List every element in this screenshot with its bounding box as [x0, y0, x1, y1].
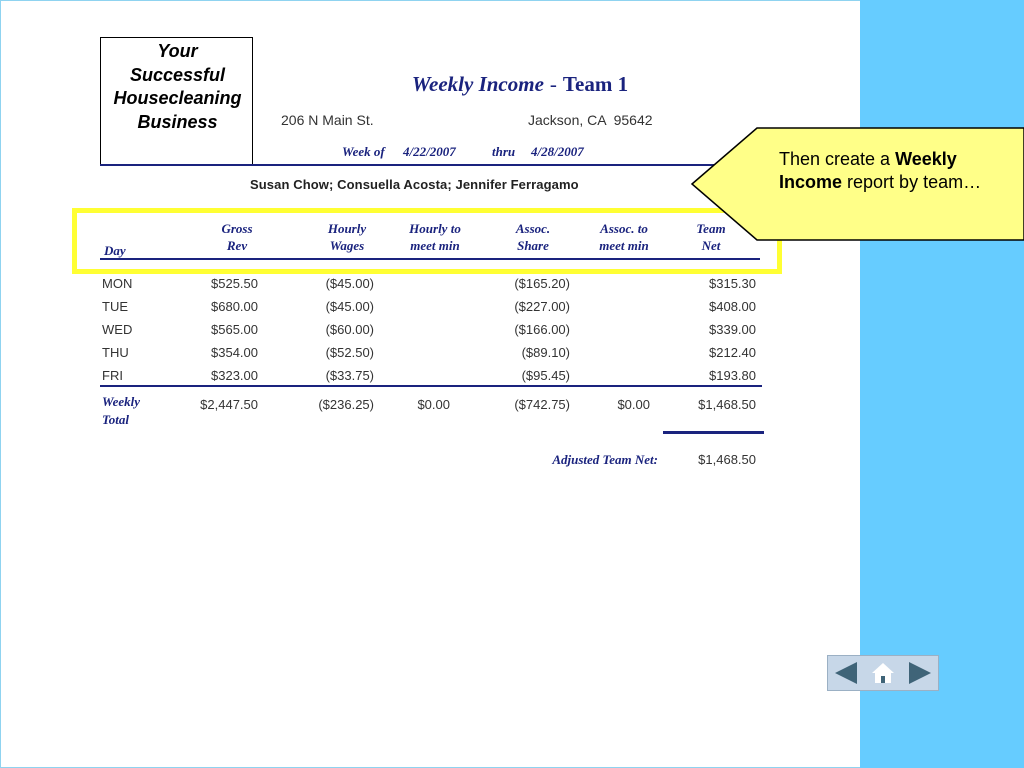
total-team-net: $1,468.50 [698, 397, 756, 412]
cell-assoc-share: ($166.00) [514, 322, 570, 337]
week-end-date: 4/28/2007 [531, 144, 584, 159]
cell-hourly-wages: ($33.75) [325, 368, 374, 383]
callout-text-before: Then create a [779, 149, 896, 169]
total-assoc-to-meet-min: $0.00 [617, 397, 650, 412]
report-team-number: 1 [617, 72, 629, 96]
cell-team-net: $339.00 [709, 322, 756, 337]
logo-line: Housecleaning [113, 88, 242, 108]
cell-day: FRI [102, 368, 123, 383]
totals-divider [100, 385, 762, 387]
header-divider [100, 164, 763, 166]
column-header-assoc-to-meet-min: Assoc. to meet min [599, 221, 649, 253]
cell-hourly-wages: ($60.00) [325, 322, 374, 337]
week-start-date: 4/22/2007 [403, 144, 456, 159]
weekly-total-label: Weekly Total [102, 394, 141, 427]
team-members: Susan Chow; Consuella Acosta; Jennifer Ferragamo [250, 177, 579, 192]
cell-hourly-wages: ($52.50) [325, 345, 374, 360]
total-gross-rev: $2,447.50 [200, 397, 258, 412]
cell-gross-rev: $680.00 [211, 299, 258, 314]
cell-gross-rev: $354.00 [211, 345, 258, 360]
team-net-divider [663, 431, 764, 434]
column-header-gross-rev: Gross Rev [221, 221, 253, 253]
column-header-hourly-wages: Hourly Wages [327, 221, 367, 253]
street-address: 206 N Main St. [281, 112, 374, 128]
logo-line: Your [157, 41, 198, 61]
adjusted-team-net-value: $1,468.50 [698, 452, 756, 467]
city-state-zip: Jackson, CA 95642 [528, 112, 653, 128]
cell-team-net: $315.30 [709, 276, 756, 291]
cell-day: MON [102, 276, 133, 291]
cell-gross-rev: $323.00 [211, 368, 258, 383]
cell-team-net: $408.00 [709, 299, 756, 314]
callout-text-after: report by team… [842, 172, 982, 192]
logo-text [101, 40, 254, 134]
cell-day: THU [102, 345, 129, 360]
cell-gross-rev: $565.00 [211, 322, 258, 337]
report-title-team: Team [562, 72, 613, 96]
column-header-day: Day [104, 243, 126, 258]
report-title-main: Weekly Income [411, 72, 544, 96]
column-header-divider [100, 258, 760, 260]
side-panel [860, 0, 1024, 768]
cell-team-net: $212.40 [709, 345, 756, 360]
arrow-left-icon[interactable] [831, 660, 861, 686]
logo-line: Business [137, 111, 218, 132]
total-hourly-wages: ($236.25) [318, 397, 374, 412]
column-header-team-net: Team Net [696, 221, 726, 253]
callout-text [779, 148, 1015, 194]
cell-team-net: $193.80 [709, 368, 756, 383]
home-icon[interactable] [868, 660, 898, 686]
column-header-hourly-to-meet-min: Hourly to meet min [409, 221, 461, 253]
report-title [300, 72, 740, 97]
cell-day: WED [102, 322, 133, 337]
week-of-label: Week of [342, 144, 385, 159]
column-header-assoc-share: Assoc. Share [515, 221, 551, 253]
arrow-right-icon[interactable] [905, 660, 935, 686]
slide-navigation [827, 655, 939, 691]
cell-assoc-share: ($95.45) [521, 368, 570, 383]
cell-day: TUE [102, 299, 128, 314]
cell-assoc-share: ($165.20) [514, 276, 570, 291]
adjusted-team-net-label: Adjusted Team Net: [552, 452, 658, 467]
callout-emphasis: Weekly Income [779, 149, 957, 192]
cell-hourly-wages: ($45.00) [325, 299, 374, 314]
cell-assoc-share: ($227.00) [514, 299, 570, 314]
thru-label: thru [492, 144, 516, 159]
report-title-separator: - [549, 72, 557, 96]
total-assoc-share: ($742.75) [514, 397, 570, 412]
total-hourly-to-meet-min: $0.00 [417, 397, 450, 412]
business-logo [100, 37, 253, 164]
cell-hourly-wages: ($45.00) [325, 276, 374, 291]
cell-gross-rev: $525.50 [211, 276, 258, 291]
cell-assoc-share: ($89.10) [521, 345, 570, 360]
logo-line: Successful [129, 64, 226, 85]
